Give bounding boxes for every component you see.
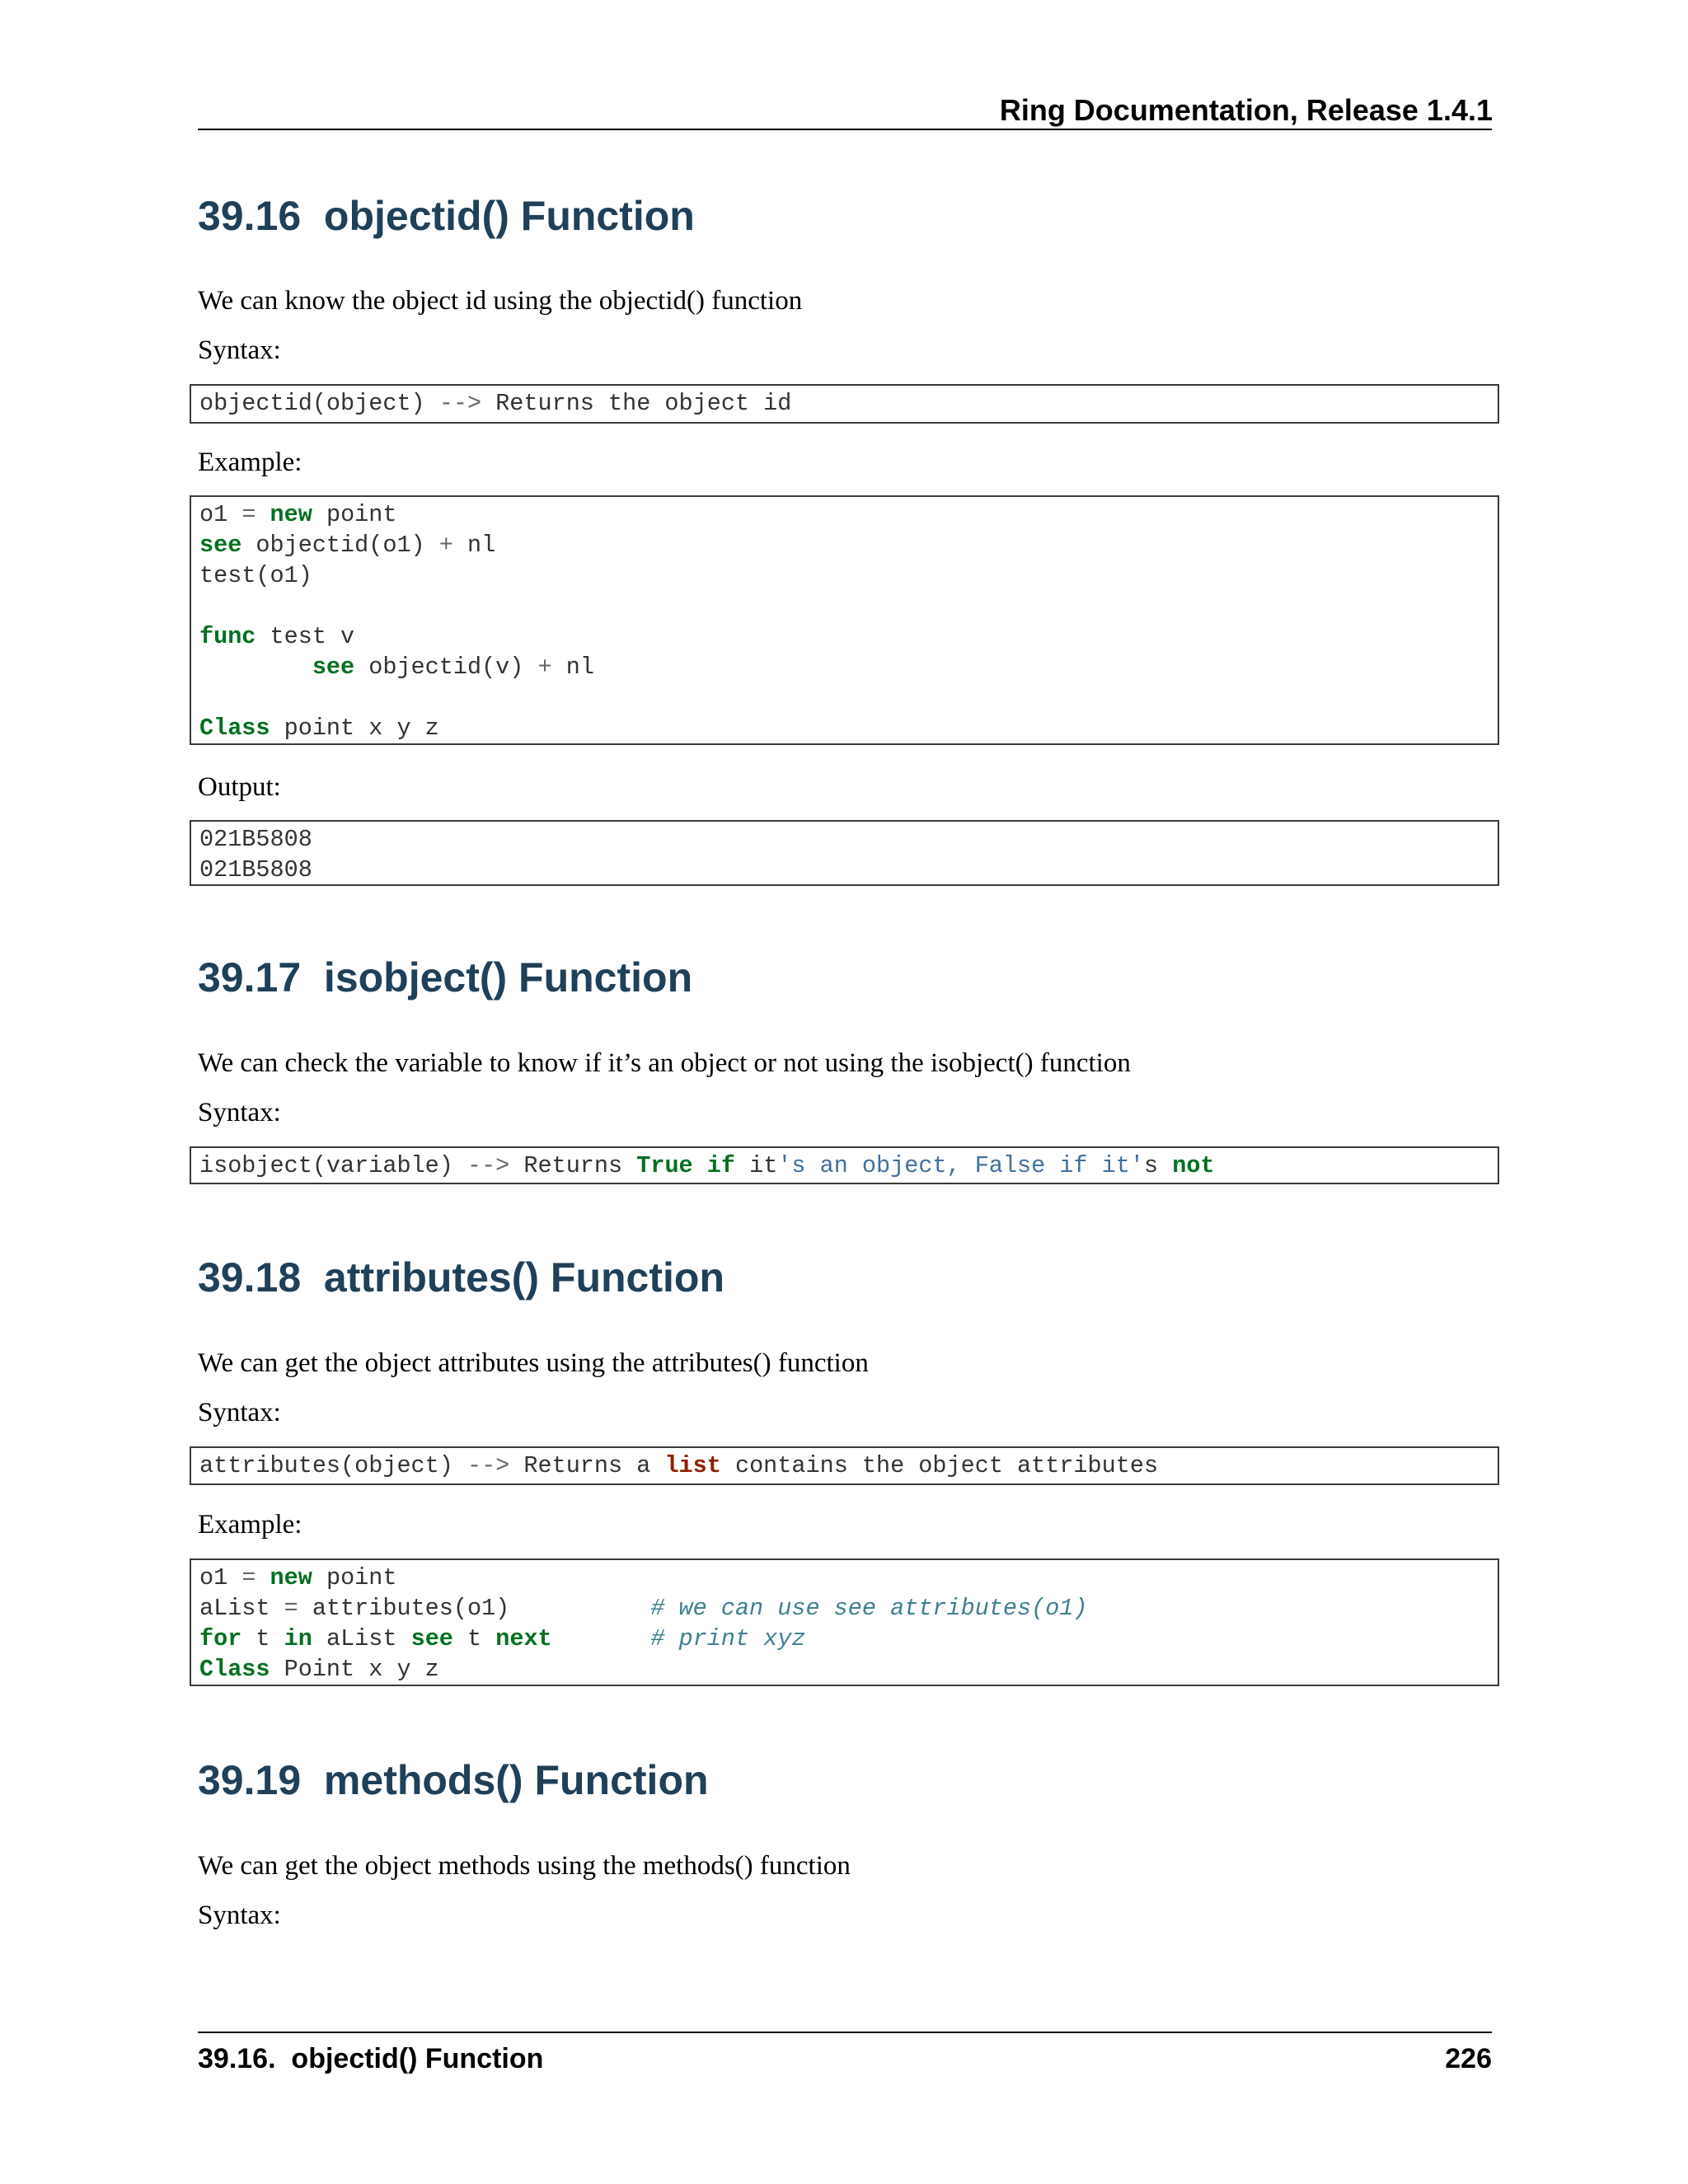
- section-heading: attributes() Function: [323, 1254, 724, 1301]
- section-title-39-17: [198, 953, 692, 1002]
- syntax-code-block: [190, 1146, 1499, 1184]
- output-line: 021B5808: [199, 826, 312, 853]
- section-title-39-16: [198, 191, 695, 241]
- header-rule: [198, 129, 1492, 130]
- code-line: func test v: [199, 623, 355, 650]
- code-line: for t in aList see t next # print xyz: [199, 1625, 806, 1652]
- footer-section-title: 39.16. objectid() Function: [198, 2043, 544, 2074]
- syntax-label: Syntax:: [198, 1398, 281, 1427]
- output-label: Output:: [198, 772, 281, 802]
- syntax-label: Syntax:: [198, 335, 281, 365]
- section-intro: We can know the object id using the objectid() function: [198, 286, 803, 316]
- code-line: aList = attributes(o1) # we can use see attributes(o1): [199, 1595, 1088, 1622]
- example-code-block: [190, 1558, 1499, 1686]
- syntax-code-block: [190, 384, 1499, 424]
- syntax-label: Syntax:: [198, 1900, 281, 1930]
- section-number: 39.17: [198, 954, 302, 1001]
- section-heading: methods() Function: [323, 1757, 709, 1803]
- code-line: Class point x y z: [199, 715, 439, 742]
- code-line: objectid(object) --> Returns the object id: [199, 390, 792, 417]
- code-line: attributes(object) --> Returns a list contains the object attributes: [199, 1452, 1159, 1479]
- code-line: o1 = new point: [199, 501, 397, 528]
- section-title-39-18: [198, 1253, 724, 1302]
- code-line: see objectid(o1) + nl: [199, 532, 496, 559]
- section-number: 39.16: [198, 193, 302, 239]
- section-intro: We can check the variable to know if it’s an object or not using the isobject() function: [198, 1048, 1131, 1078]
- section-intro: We can get the object attributes using the attributes() function: [198, 1348, 869, 1378]
- syntax-code-block: [190, 1446, 1499, 1485]
- example-label: Example:: [198, 1510, 302, 1540]
- running-header-title: Ring Documentation, Release 1.4.1: [999, 93, 1493, 127]
- section-number: 39.18: [198, 1254, 302, 1301]
- code-line-blank: [199, 591, 1489, 621]
- output-line: 021B5808: [199, 856, 312, 883]
- section-title-39-19: [198, 1755, 709, 1805]
- section-intro: We can get the object methods using the methods() function: [198, 1851, 851, 1881]
- section-number: 39.19: [198, 1757, 302, 1803]
- code-line: o1 = new point: [199, 1564, 397, 1591]
- code-line: see objectid(v) + nl: [312, 654, 594, 681]
- section-heading: isobject() Function: [323, 954, 693, 1001]
- code-line: Class Point x y z: [199, 1656, 439, 1683]
- code-line: isobject(variable) --> Returns True if it's an object, False if it's not: [199, 1152, 1215, 1179]
- code-line: test(o1): [199, 562, 312, 589]
- footer-rule: [198, 2032, 1492, 2033]
- page-number: 226: [1445, 2043, 1492, 2074]
- section-heading: objectid() Function: [323, 193, 695, 239]
- syntax-label: Syntax:: [198, 1098, 281, 1127]
- output-code-block: [190, 820, 1499, 886]
- example-label: Example:: [198, 448, 302, 477]
- code-line-blank: [199, 682, 1489, 713]
- example-code-block: [190, 495, 1499, 745]
